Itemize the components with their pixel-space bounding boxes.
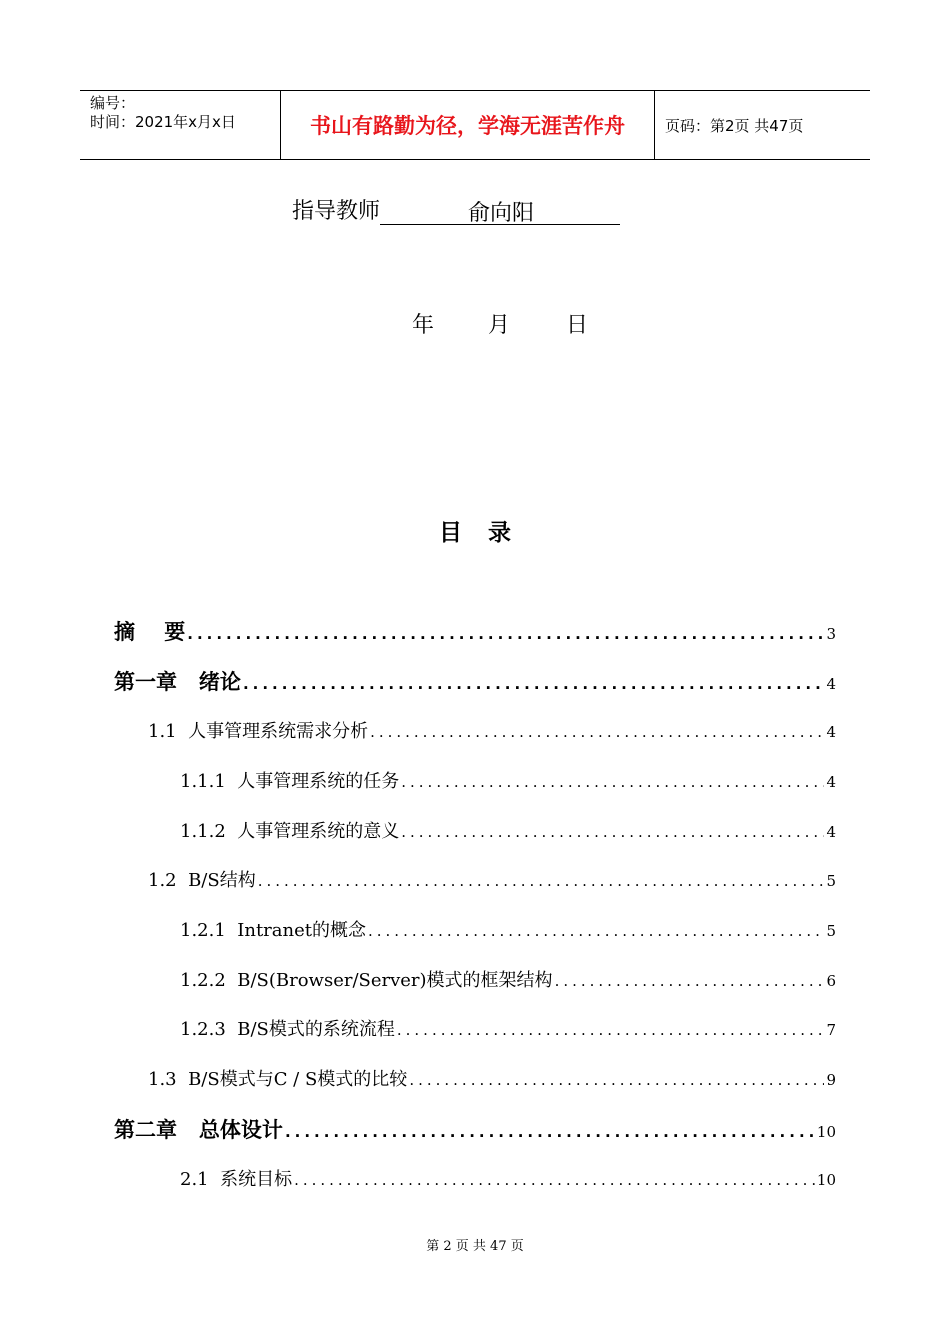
header-meta [80, 91, 281, 159]
toc-entry-page: 4 [826, 823, 836, 841]
toc-entry-label: 1.1.1 人事管理系统的任务 [180, 771, 400, 792]
header-motto: 书山有路勤为径，学海无涯苦作舟 [281, 91, 655, 159]
page-header [80, 90, 870, 160]
advisor-label: 指导教师 [292, 199, 381, 224]
toc-dot-leader [555, 972, 825, 990]
toc-entry-1-1[interactable] [148, 717, 836, 743]
toc-entry-page: 10 [816, 1171, 836, 1189]
toc-entry-page: 4 [826, 675, 836, 693]
date-day: 日 [566, 313, 589, 338]
toc-dot-leader [285, 1123, 815, 1141]
date-month: 月 [488, 313, 511, 338]
toc-entry-page: 7 [826, 1021, 836, 1039]
toc-dot-leader [397, 1021, 825, 1039]
toc-entry-chapter-2[interactable] [114, 1114, 836, 1144]
toc-entry-label: 1.3 B/S模式与C / S模式的比较 [148, 1069, 408, 1090]
toc-entry-page: 3 [826, 625, 836, 643]
toc-dot-leader [243, 675, 825, 693]
toc-entry-1-2-3[interactable] [180, 1015, 836, 1041]
header-time: 时间：2021年x月x日 [90, 113, 236, 131]
toc-entry-1-1-2[interactable] [180, 817, 836, 843]
toc-entry-label: 第一章 绪论 [114, 670, 241, 694]
advisor-line [292, 194, 620, 225]
toc-entry-abstract[interactable] [114, 616, 836, 646]
toc-dot-leader [187, 625, 824, 643]
toc-entry-1-1-1[interactable] [180, 767, 836, 793]
toc-entry-1-2-1[interactable] [180, 916, 836, 942]
page-footer: 第 2 页 共 47 页 [426, 1239, 524, 1254]
toc-dot-leader [409, 1071, 824, 1089]
toc-dot-leader [401, 823, 824, 841]
toc-entry-2-1[interactable] [180, 1165, 836, 1191]
toc-dot-leader [258, 872, 825, 890]
toc-dot-leader [294, 1171, 815, 1189]
toc-entry-label: 1.2.2 B/S(Browser/Server)模式的框架结构 [180, 970, 553, 991]
header-page-info: 页码：第2页 共47页 [665, 116, 804, 135]
toc-entry-page: 5 [826, 872, 836, 890]
toc-entry-label: 1.2.3 B/S模式的系统流程 [180, 1019, 395, 1040]
toc-entry-1-3[interactable] [148, 1065, 836, 1091]
toc-entry-1-2-2[interactable] [180, 966, 836, 992]
toc-entry-label: 第二章 总体设计 [114, 1118, 283, 1142]
toc-entry-page: 5 [826, 922, 836, 940]
toc-entry-label: 1.1 人事管理系统需求分析 [148, 721, 369, 742]
toc-entry-1-2[interactable] [148, 866, 836, 892]
header-number: 编号： [90, 94, 136, 112]
toc-entry-label: 1.2 B/S结构 [148, 870, 256, 891]
toc-entry-label: 摘 要 [114, 620, 186, 644]
date-year: 年 [412, 313, 435, 338]
advisor-name: 俞向阳 [380, 196, 620, 225]
toc-entry-page: 4 [826, 773, 836, 791]
toc-dot-leader [401, 773, 824, 791]
toc-dot-leader [368, 922, 824, 940]
toc-entry-label: 1.2.1 Intranet的概念 [180, 920, 366, 941]
toc-entry-page: 9 [826, 1071, 836, 1089]
toc-entry-page: 10 [816, 1123, 836, 1141]
toc-entry-label: 2.1 系统目标 [180, 1169, 293, 1190]
toc-entry-page: 4 [826, 723, 836, 741]
toc-entry-chapter-1[interactable] [114, 666, 836, 696]
toc-title: 目录 [439, 520, 537, 546]
toc-entry-label: 1.1.2 人事管理系统的意义 [180, 821, 400, 842]
toc-entry-page: 6 [826, 972, 836, 990]
toc-dot-leader [370, 723, 824, 741]
